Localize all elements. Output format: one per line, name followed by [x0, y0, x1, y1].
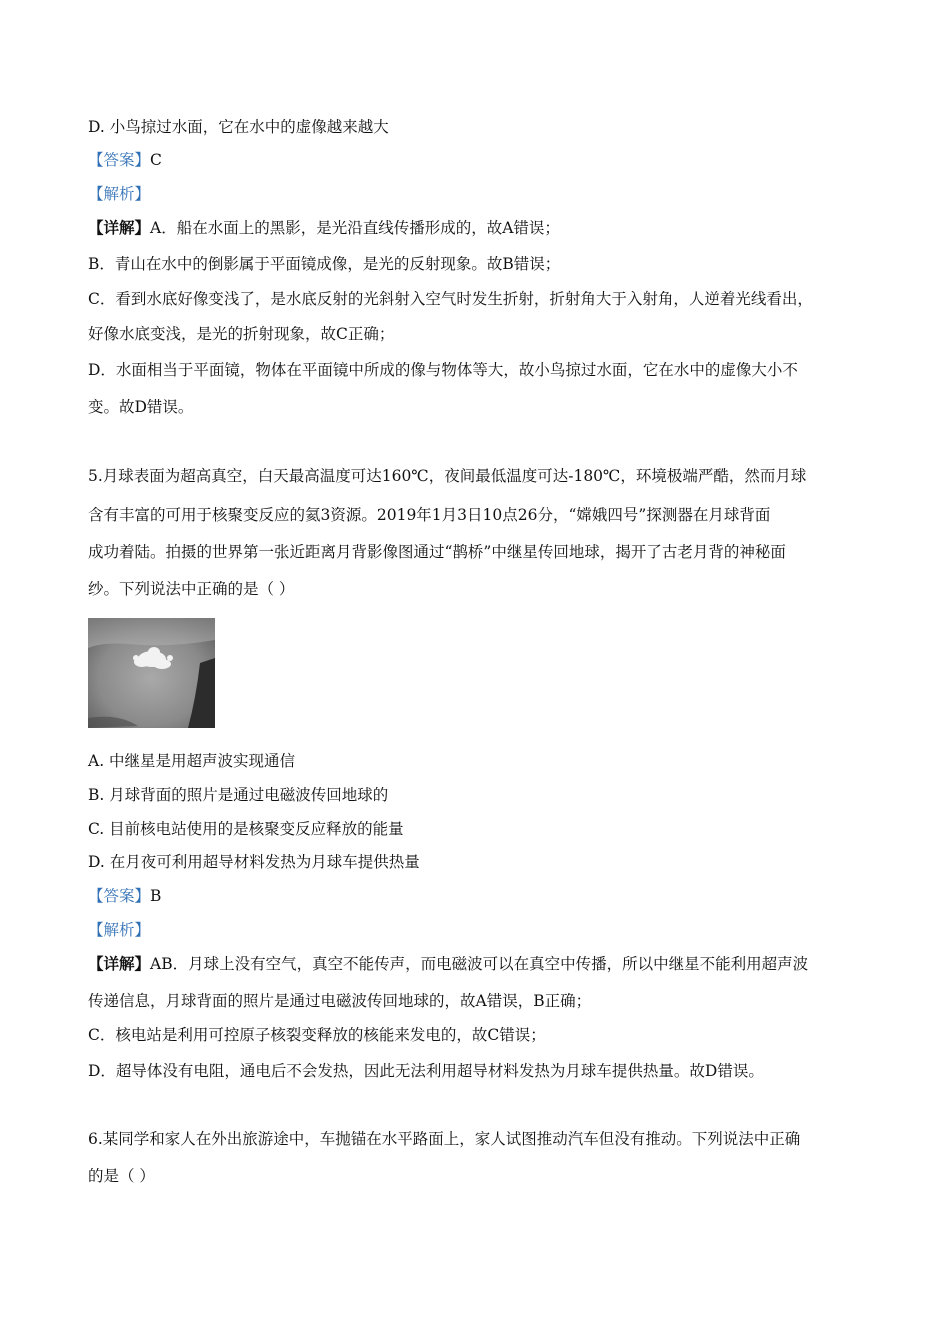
- q5-detail-d: D．超导体没有电阻，通电后不会发热，因此无法利用超导材料发热为月球车提供热量。故D错误。: [88, 1062, 764, 1080]
- detail-text: A．船在水面上的黑影，是光沿直线传播形成的，故A错误；: [150, 219, 560, 237]
- q5-option-c: C. 目前核电站使用的是核聚变反应释放的能量: [88, 820, 404, 838]
- answer-label: 【答案】: [88, 887, 151, 905]
- q5-answer: [88, 885, 866, 907]
- q4-detail-a: [88, 217, 866, 239]
- q4-answer: [88, 149, 866, 171]
- q4-detail-c-line1: C．看到水底好像变浅了，是水底反射的光斜射入空气时发生折射，折射角大于入射角，人逆着光线看出，: [88, 290, 813, 308]
- q4-analysis-label: 【解析】: [88, 185, 151, 203]
- detail-label: 【详解】: [88, 218, 151, 237]
- q5-option-b: B. 月球背面的照片是通过电磁波传回地球的: [88, 786, 389, 804]
- q4-detail-d-line2: 变。故D错误。: [88, 398, 194, 416]
- q5-option-a: A. 中继星是用超声波实现通信: [88, 752, 296, 770]
- q4-detail-c-line2: 好像水底变浅，是光的折射现象，故C正确；: [88, 325, 395, 343]
- detail-label: 【详解】: [88, 954, 151, 973]
- answer-label: 【答案】: [88, 151, 151, 169]
- q5-stem-line2: 含有丰富的可用于核聚变反应的氦3资源。2019年1月3日10点26分，“嫦娥四号”探测器在月球背面: [88, 506, 771, 524]
- q5-detail-ab-line1: [88, 953, 866, 975]
- moon-surface-image: [88, 618, 215, 728]
- answer-value: B: [150, 887, 162, 905]
- q4-option-d: D. 小鸟掠过水面，它在水中的虚像越来越大: [88, 118, 389, 136]
- q5-stem-line1: 5.月球表面为超高真空，白天最高温度可达160℃，夜间最低温度可达-180℃，环境极端严酷，然而月球: [88, 467, 807, 485]
- q4-detail-d-line1: D．水面相当于平面镜，物体在平面镜中所成的像与物体等大，故小鸟掠过水面，它在水中的虚像大小不: [88, 361, 798, 379]
- q4-detail-b: B．青山在水中的倒影属于平面镜成像，是光的反射现象。故B错误；: [88, 255, 561, 273]
- q5-detail-ab-line2: 传递信息，月球背面的照片是通过电磁波传回地球的，故A错误，B正确；: [88, 992, 592, 1010]
- q5-option-d: D. 在月夜可利用超导材料发热为月球车提供热量: [88, 853, 420, 871]
- q6-stem-line1: 6.某同学和家人在外出旅游途中，车抛锚在水平路面上，家人试图推动汽车但没有推动。下列说法中正确: [88, 1130, 801, 1148]
- q5-stem-line4: 纱。下列说法中正确的是（ ）: [88, 580, 295, 598]
- detail-text: AB．月球上没有空气，真空不能传声，而电磁波可以在真空中传播，所以中继星不能利用超声波: [150, 955, 809, 973]
- q5-stem-line3: 成功着陆。拍摄的世界第一张近距离月背影像图通过“鹊桥”中继星传回地球，揭开了古老月背的神秘面: [88, 543, 786, 561]
- q6-stem-line2: 的是（ ）: [88, 1167, 155, 1185]
- answer-value: C: [150, 151, 162, 169]
- moon-surface-photo: [88, 618, 215, 728]
- q5-detail-c: C．核电站是利用可控原子核裂变释放的核能来发电的，故C错误；: [88, 1026, 546, 1044]
- q5-analysis-label: 【解析】: [88, 921, 151, 939]
